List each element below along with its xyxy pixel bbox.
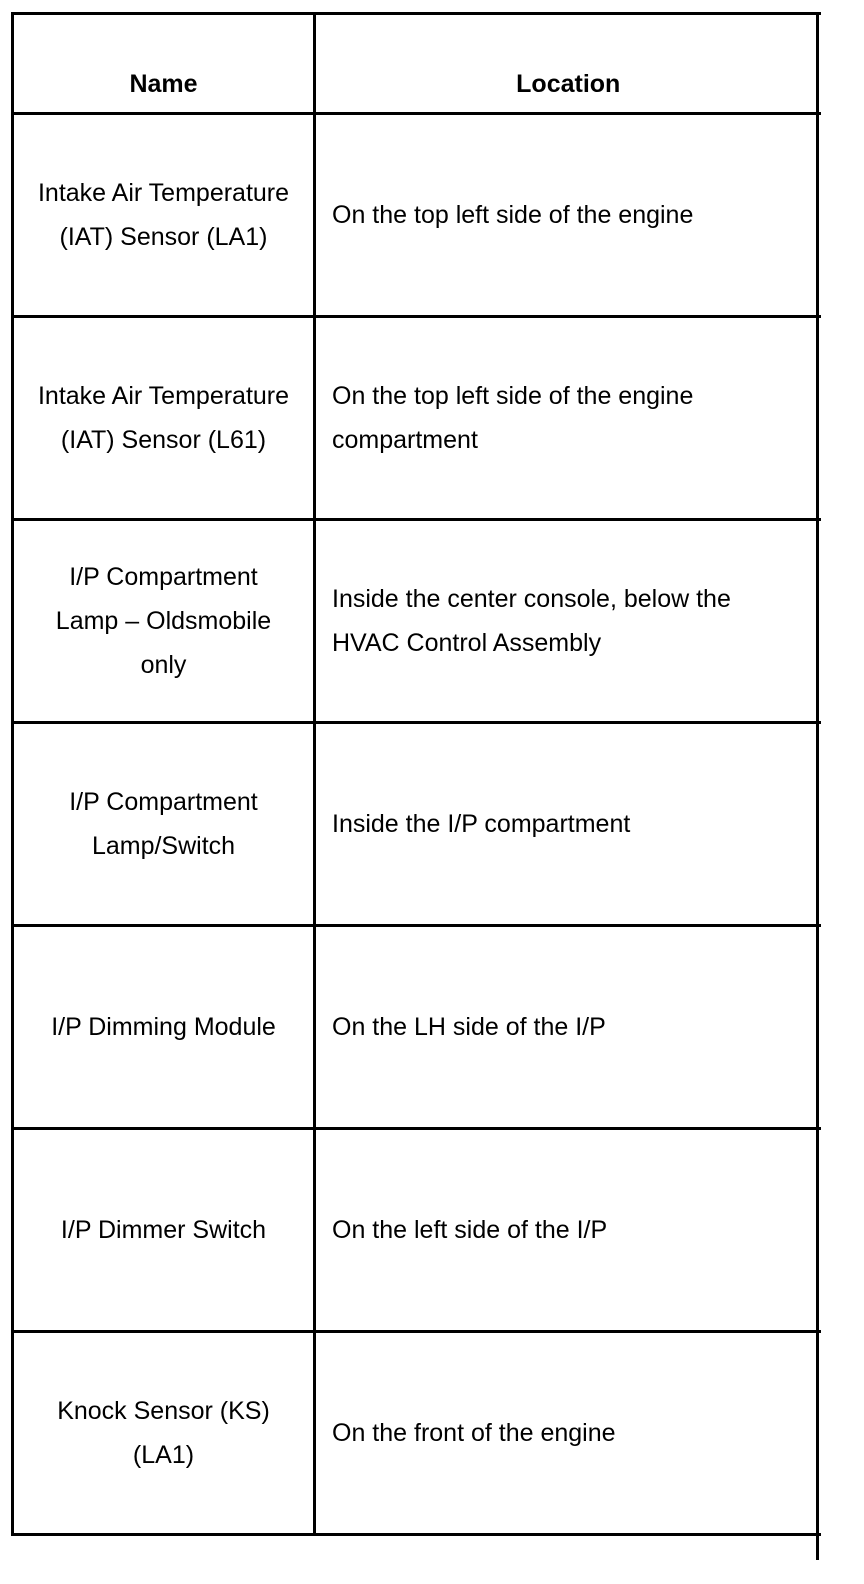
table-row	[13, 114, 821, 317]
location-cell: On the LH side of the I/P	[315, 926, 821, 1129]
table-row	[13, 1129, 821, 1332]
name-cell: I/P Dimming Module	[13, 926, 315, 1129]
header-row	[13, 14, 821, 114]
location-cell: On the front of the engine	[315, 1332, 821, 1535]
table-row	[13, 520, 821, 723]
name-cell: Knock Sensor (KS) (LA1)	[13, 1332, 315, 1535]
table-row	[13, 317, 821, 520]
header-location: Location	[315, 14, 821, 114]
location-cell: On the top left side of the engine compartment	[315, 317, 821, 520]
location-cell: Inside the center console, below the HVAC Control Assembly	[315, 520, 821, 723]
location-cell: Inside the I/P compartment	[315, 723, 821, 926]
table-right-border	[816, 12, 819, 1560]
table-row	[13, 1332, 821, 1535]
name-cell: Intake Air Temperature (IAT) Sensor (L61)	[13, 317, 315, 520]
name-cell: Intake Air Temperature (IAT) Sensor (LA1)	[13, 114, 315, 317]
location-cell: On the top left side of the engine	[315, 114, 821, 317]
name-cell: I/P Compartment Lamp/Switch	[13, 723, 315, 926]
header-name: Name	[13, 14, 315, 114]
component-location-table	[11, 12, 819, 1536]
name-cell: I/P Compartment Lamp – Oldsmobile only	[13, 520, 315, 723]
table-row	[13, 723, 821, 926]
location-cell: On the left side of the I/P	[315, 1129, 821, 1332]
table-row	[13, 926, 821, 1129]
name-cell: I/P Dimmer Switch	[13, 1129, 315, 1332]
location-table	[11, 12, 821, 1536]
